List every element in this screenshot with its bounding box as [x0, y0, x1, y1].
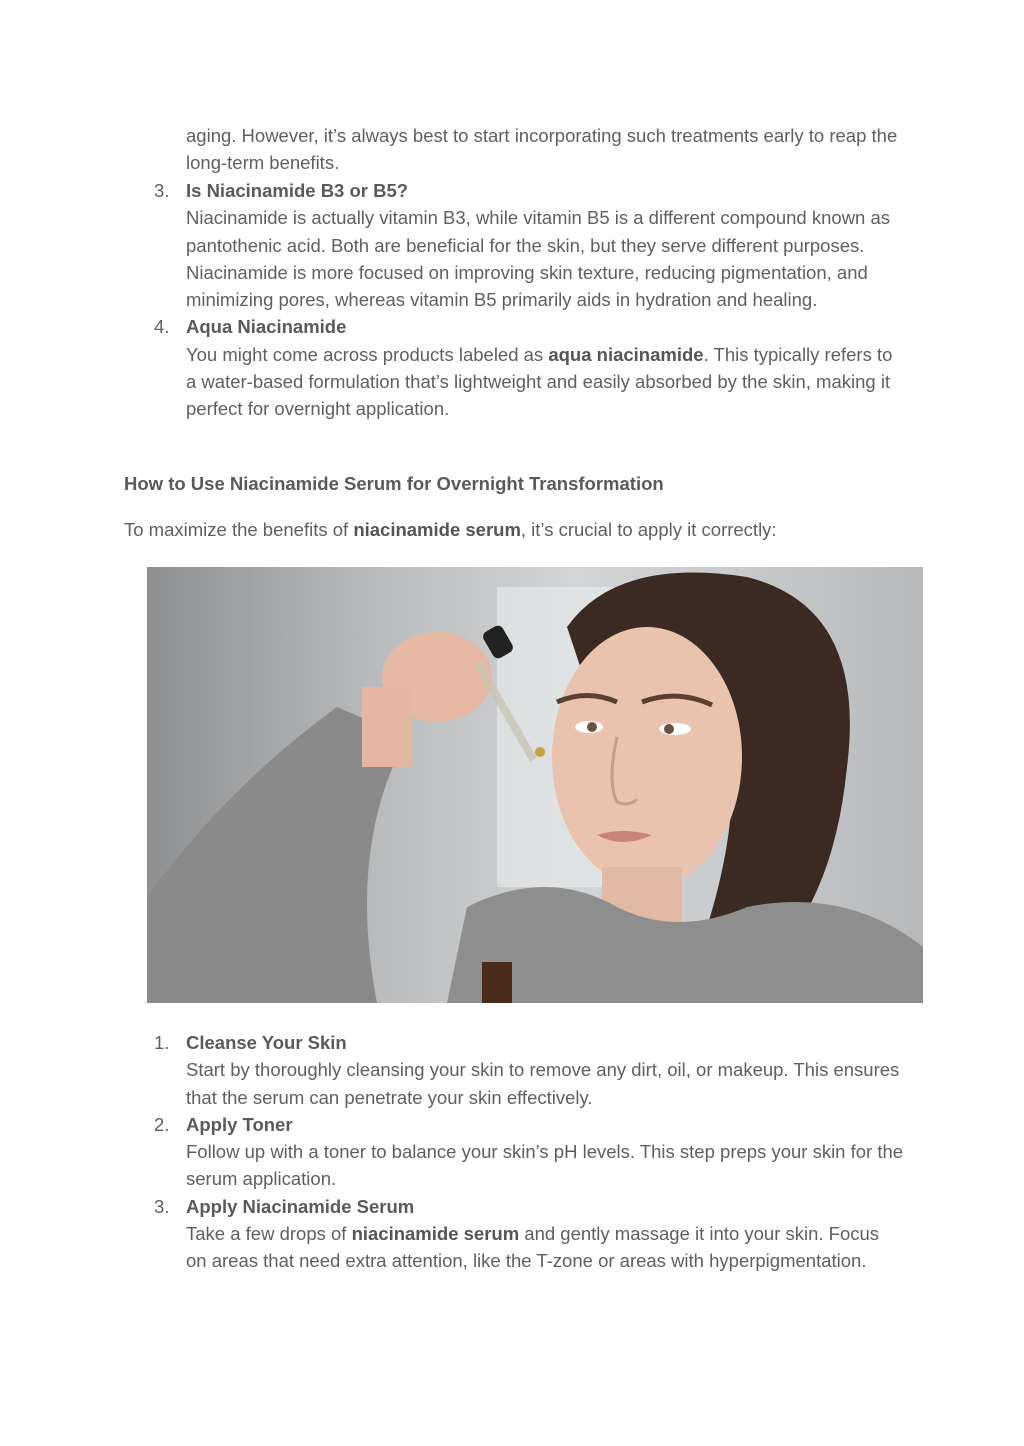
- list-item: [124, 177, 904, 313]
- photo-illustration: [147, 567, 923, 1003]
- list-number: 1.: [154, 1032, 170, 1053]
- bold-term: niacinamide serum: [351, 1223, 520, 1245]
- text-segment: You might come across products labeled as: [186, 343, 549, 365]
- item-text: Follow up with a toner to balance your skin’s pH levels. This step preps your skin for the serum application.: [186, 1141, 904, 1190]
- text-segment: . This typically refers to a water-based formulation that’s lightweight and easily absorbed by the skin, making it perfect for overnight application.: [186, 343, 893, 420]
- list-item: [124, 313, 904, 422]
- item-title: Apply Toner: [186, 1113, 293, 1135]
- text-segment: and gently massage it into your skin. Focus on areas that need extra attention, like the T-zone or areas with hyperpigmentation.: [186, 1223, 880, 1272]
- list-number: 3.: [154, 1195, 170, 1217]
- item-text: Niacinamide is actually vitamin B3, while vitamin B5 is a different compound known as pantothenic acid. Both are beneficial for the skin, but they serve different purposes. Niacinamide is more focused on improving skin texture, reducing pigmentation, and minimizing pores, whereas vitamin B5 primarily aids in hydration and healing.: [186, 207, 891, 311]
- bold-term: niacinamide serum: [353, 519, 521, 540]
- item-text: [186, 341, 904, 423]
- woman-applying-serum-photo: [147, 567, 923, 1003]
- bold-term: aqua niacinamide: [548, 343, 704, 365]
- list-number: 4.: [154, 316, 170, 338]
- item-title: Apply Niacinamide Serum: [186, 1195, 415, 1217]
- continuation-text: aging. However, it’s always best to start incorporating such treatments early to reap the long-term benefits.: [186, 125, 898, 174]
- text-segment: To maximize the benefits of: [124, 519, 354, 540]
- list-item: [124, 1111, 904, 1193]
- list-number: 2.: [154, 1113, 170, 1135]
- item-text: Start by thoroughly cleansing your skin to remove any dirt, oil, or makeup. This ensures that the serum can penetrate your skin effectively.: [186, 1059, 900, 1108]
- section-heading: How to Use Niacinamide Serum for Overnight Transformation: [124, 473, 664, 494]
- faq-list: [124, 177, 904, 423]
- steps-list: [124, 1029, 904, 1275]
- intro-paragraph: [124, 516, 777, 543]
- text-segment: Take a few drops of: [186, 1223, 352, 1245]
- list-item: [124, 1193, 904, 1275]
- item-title: Aqua Niacinamide: [186, 316, 347, 338]
- item-title: Is Niacinamide B3 or B5?: [186, 180, 409, 201]
- item-title: Cleanse Your Skin: [186, 1032, 347, 1053]
- text-segment: , it’s crucial to apply it correctly:: [520, 519, 777, 540]
- list-number: 3.: [154, 180, 170, 201]
- item-text: [186, 1220, 904, 1275]
- list-item: [124, 1029, 904, 1111]
